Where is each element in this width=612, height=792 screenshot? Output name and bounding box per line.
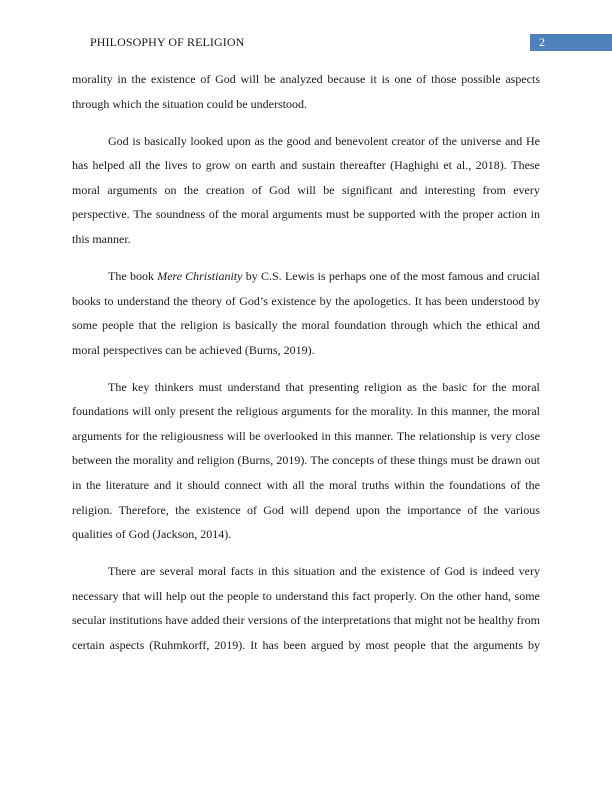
paragraph [72, 129, 540, 252]
text-line: There are several moral facts in this situation and the existence of God is indeed very [108, 564, 540, 579]
text-line: has helped all the lives to grow on earth and sustain thereafter (Haghighi et al., 2018). These [72, 158, 540, 173]
text-line: in the literature and it should connect with all the moral truths within the foundations of the [72, 478, 540, 493]
page-header [0, 33, 612, 53]
page-number-bar [530, 34, 612, 51]
text-line: religion. Therefore, the existence of God will depend upon the importance of the various [72, 502, 540, 517]
text-line: moral perspectives can be achieved (Burns, 2019). [72, 342, 315, 357]
text-line: secular institutions have added their versions of the interpretations that might not be healthy from [72, 613, 540, 628]
text-line: The book Mere Christianity by C.S. Lewis is perhaps one of the most famous and crucial [108, 268, 540, 283]
body-text [72, 67, 540, 658]
text-line: The key thinkers must understand that presenting religion as the basic for the moral [108, 379, 540, 394]
text-line: certain aspects (Ruhmkorff, 2019). It has been argued by most people that the arguments by [72, 638, 540, 653]
paragraph [72, 375, 540, 547]
text-line: God is basically looked upon as the good and benevolent creator of the universe and He [108, 133, 540, 148]
page-number: 2 [539, 35, 545, 49]
text-line: this manner. [72, 231, 131, 246]
text-line: morality in the existence of God will be analyzed because it is one of those possible aspects [72, 72, 540, 86]
running-head: PHILOSOPHY OF RELIGION [90, 35, 245, 49]
paragraph [72, 67, 540, 116]
text-line: some people that the religion is basically the moral foundation through which the ethical and [72, 318, 540, 333]
text-line: through which the situation could be understood. [72, 96, 307, 111]
text-line: books to understand the theory of God’s existence by the apologetics. It has been understood by [72, 293, 540, 308]
text-line: necessary that will help out the people to understand this fact properly. On the other hand, some [72, 588, 540, 603]
paragraph [72, 559, 540, 657]
text-line: arguments for the religiousness will be overlooked in this manner. The relationship is very close [72, 428, 540, 443]
paragraph [72, 264, 540, 362]
text-line: perspective. The soundness of the moral arguments must be supported with the proper action in [72, 207, 540, 222]
text-line: between the morality and religion (Burns, 2019). The concepts of these things must be drawn out [72, 453, 540, 468]
text-line: foundations will only present the religious arguments for the morality. In this manner, the moral [72, 404, 540, 419]
text-line: moral arguments on the creation of God will be significant and interesting from every [72, 182, 540, 197]
text-line: qualities of God (Jackson, 2014). [72, 527, 232, 542]
